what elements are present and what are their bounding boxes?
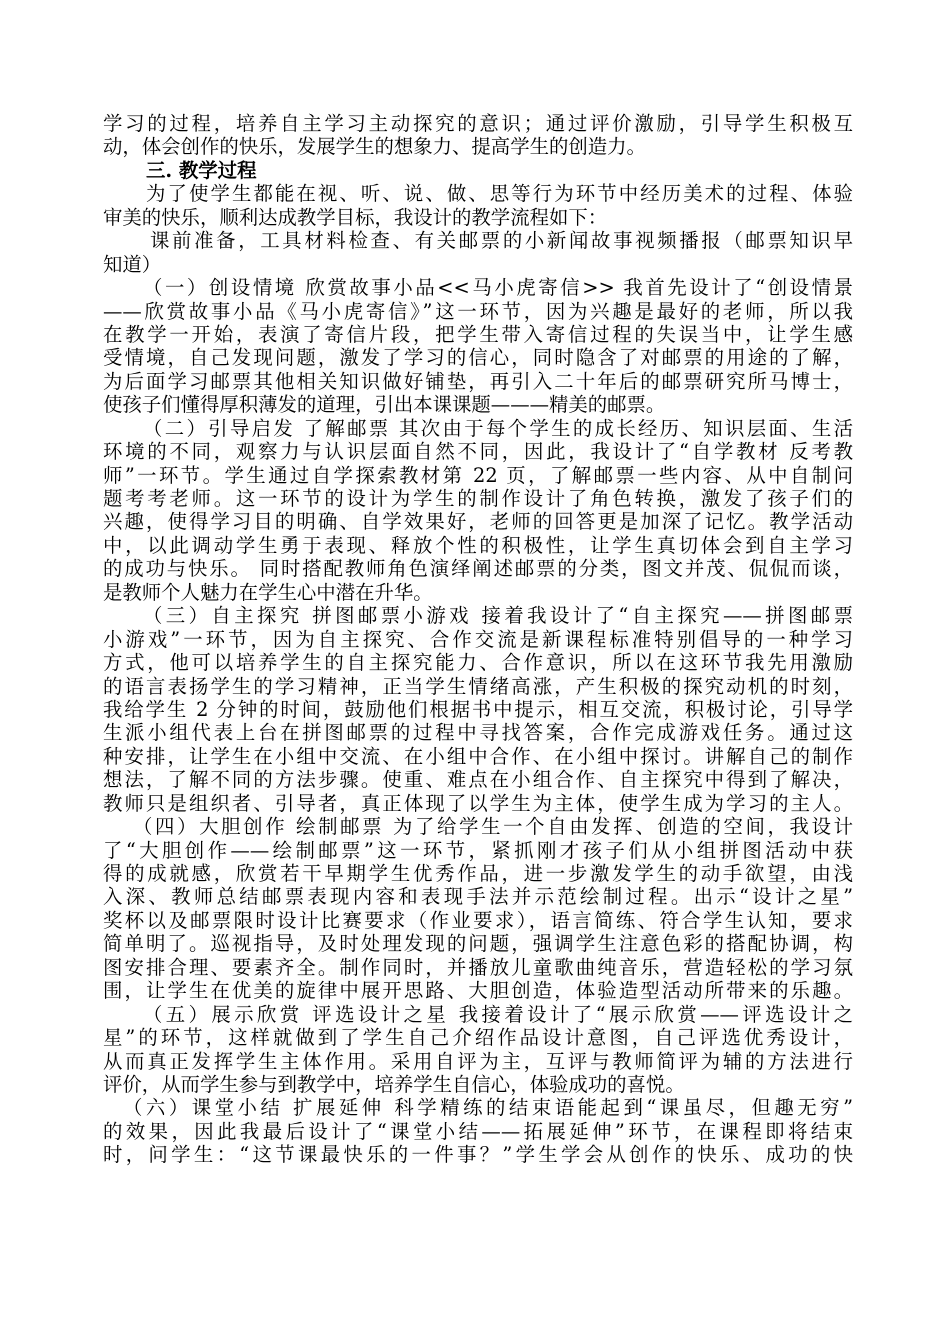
section-heading: 三. 教学过程 xyxy=(146,158,257,182)
text-line: 兴趣，使得学习目的明确、自学效果好，老师的回答更是加深了记忆。教学活动 xyxy=(103,510,853,534)
text-line: 动，体会创作的快乐，发展学生的想象力、提高学生的创造力。 xyxy=(103,135,646,159)
text-line: 题考考老师。这一环节的设计为学生的制作设计了角色转换，激发了孩子们的 xyxy=(103,487,853,510)
text-line: 时，问学生：“这节课最快乐的一件事？”学生学会从创作的快乐、成功的快 xyxy=(103,1143,853,1167)
text-line: 为后面学习邮票其他相关知识做好铺垫，再引入二十年后的邮票研究所马博士， xyxy=(103,369,853,393)
text-line: 师”一环节。学生通过自学探索教材第 22 页，了解邮票一些内容、从中自制问 xyxy=(103,463,853,487)
text-line: 想法，了解不同的方法步骤。使重、难点在小组合作、自主探究中得到了解决， xyxy=(103,768,853,792)
text-line: 方式，他可以培养学生的自主探究能力、合作意识，所以在这环节我先用激励 xyxy=(103,651,853,675)
text-line: 学习的过程，培养自主学习主动探究的意识；通过评价激励，引导学生积极互 xyxy=(103,112,853,135)
text-line: ——欣赏故事小品《马小虎寄信》”这一环节，因为兴趣是最好的老师，所以我 xyxy=(103,299,853,323)
text-line: 得的成就感，欣赏若干早期学生优秀作品，进一步激发学生的动手欲望，由浅 xyxy=(103,862,853,885)
text-line: 受情境，自己发现问题，激发了学习的信心，同时隐含了对邮票的用途的了解， xyxy=(103,346,853,370)
text-line: 的成功与快乐。 同时搭配教师角色演绎阐述邮票的分类，图文并茂、侃侃而谈， xyxy=(103,557,853,581)
text-line: 审美的快乐，顺利达成教学目标，我设计的教学流程如下： xyxy=(103,205,608,229)
text-line: 知道） xyxy=(103,252,162,276)
text-line: 围，让学生在优美的旋律中展开思路、大胆创造，体验造型活动所带来的乐趣。 xyxy=(103,979,853,1003)
paragraph-heading-line: （一）创设情境 欣赏故事小品<<马小虎寄信>> 我首先设计了“创设情景 xyxy=(143,276,853,300)
paragraph-heading-line: （二）引导启发 了解邮票 其次由于每个学生的成长经历、知识层面、生活 xyxy=(143,416,853,440)
text-line: 使孩子们懂得厚积薄发的道理，引出本课课题———精美的邮票。 xyxy=(103,393,666,417)
paragraph-heading-line: （四）大胆创作 绘制邮票 为了给学生一个自由发挥、创造的空间，我设计 xyxy=(133,815,853,839)
text-line: 星”的环节，这样就做到了学生自己介绍作品设计意图，自己评选优秀设计， xyxy=(103,1026,853,1050)
text-line: 了“大胆创作——绘制邮票”这一环节，紧抓刚才孩子们从小组拼图活动中获 xyxy=(103,838,853,862)
text-line: 教师只是组织者、引导者，真正体现了以学生为主体，使学生成为学习的主人。 xyxy=(103,791,853,815)
text-line: 图安排合理、要素齐全。制作同时，并播放儿童歌曲纯音乐，营造轻松的学习氛 xyxy=(103,955,853,979)
text-line: 小游戏”一环节，因为自主探究、合作交流是新课程标准特别倡导的一种学习 xyxy=(103,627,853,651)
text-line: 的效果，因此我最后设计了“课堂小结——拓展延伸”环节，在课程即将结束 xyxy=(103,1119,853,1143)
text-line: 种安排，让学生在小组中交流、在小组中合作、在小组中探讨。讲解自己的制作 xyxy=(103,744,853,768)
text-line: 奖杯以及邮票限时设计比赛要求（作业要求），语言简练、符合学生认知，要求 xyxy=(103,908,853,932)
text-line: 评价，从而学生参与到教学中，培养学生自信心，体验成功的喜悦。 xyxy=(103,1072,685,1096)
text-line: 在教学一开始，表演了寄信片段，把学生带入寄信过程的失误当中，让学生感 xyxy=(103,322,853,346)
text-line: 中，以此调动学生勇于表现、释放个性的积极性，让学生真切体会到自主学习 xyxy=(103,533,853,557)
paragraph-heading-line: （六）课堂小结 扩展延伸 科学精练的结束语能起到“课虽尽，但趣无穷” xyxy=(123,1096,853,1120)
text-line: 为了使学生都能在视、听、说、做、思等行为环节中经历美术的过程、体验 xyxy=(146,182,853,206)
body-text xyxy=(103,112,853,1167)
text-line: 环境的不同，观察力与认识层面自然不同，因此，我设计了“自学教材 反考教 xyxy=(103,440,853,464)
text-line: 是教师个人魅力在学生心中潜在升华。 xyxy=(103,580,433,604)
text-line: 生派小组代表上台在拼图邮票的过程中寻找答案，合作完成游戏任务。通过这 xyxy=(103,721,853,745)
paragraph-heading-line: （五）展示欣赏 评选设计之星 我接着设计了“展示欣赏——评选设计之 xyxy=(143,1002,853,1026)
text-line: 入深、教师总结邮票表现内容和表现手法并示范绘制过程。出示“设计之星” xyxy=(103,885,853,909)
text-line: 从而真正发挥学生主体作用。采用自评为主，互评与教师简评为辅的方法进行 xyxy=(103,1049,853,1073)
text-line: 简单明了。巡视指导，及时处理发现的问题，强调学生注意色彩的搭配协调，构 xyxy=(103,932,853,956)
text-line: 课前准备，工具材料检查、有关邮票的小新闻故事视频播报（邮票知识早 xyxy=(150,229,853,253)
text-line: 的语言表扬学生的学习精神，正当学生情绪高涨，产生积极的探究动机的时刻， xyxy=(103,674,853,698)
text-line: 我给学生 2 分钟的时间，鼓励他们根据书中提示，相互交流，积极讨论，引导学 xyxy=(103,697,853,721)
paragraph-heading-line: （三）自主探究 拼图邮票小游戏 接着我设计了“自主探究——拼图邮票 xyxy=(143,604,853,628)
